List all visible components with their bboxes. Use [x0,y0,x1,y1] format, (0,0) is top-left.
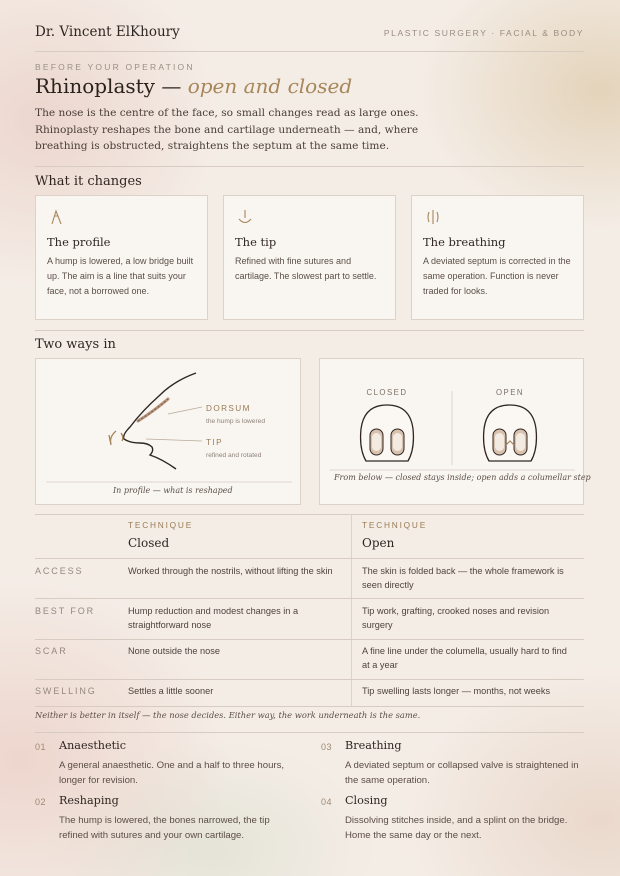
card-body: A deviated septum is corrected in the same operation. Function is never traded for looks. [423,256,571,296]
dorsum-sublabel: the hump is lowered [206,418,266,425]
step-title: Closing [345,794,388,807]
airway-icon [425,208,441,226]
intro-paragraph: The nose is the centre of the face, so small changes read as large ones. Rhinoplasty reshapes the bone and cartilage underneath — and, where breathing is obstructed, straightens the septum at the same time. [35,107,419,152]
row-label-best-for: BEST FOR [35,606,96,616]
step-body: A deviated septum or collapsed valve is straightened in the same operation. [345,760,579,786]
step-body: Dissolving stitches inside, and a splint on the bridge. Home the same day or the next. [345,815,568,841]
card-title: The breathing [423,235,506,249]
step-number: 01 [35,742,47,752]
site-header [35,24,584,52]
profile-caption: In profile — what is reshaped [113,486,233,495]
card-breathing [411,195,584,320]
nose-profile-illustration [36,359,302,506]
step-body: The hump is lowered, the bones narrowed, the tip refined with sutures and your own cartilage. [59,815,270,841]
tip-sublabel: refined and rotated [206,452,262,459]
cell-open: A fine line under the columella, usually hard to find at a year [362,646,567,670]
divider [35,166,584,167]
step-number: 02 [35,797,47,807]
card-body: Refined with fine sutures and cartilage. The slowest part to settle. [235,256,377,281]
step-number: 03 [321,742,333,752]
cell-closed: Hump reduction and modest changes in a straightforward nose [128,606,299,630]
tagline: PLASTIC SURGERY · FACIAL & BODY [383,28,584,38]
cell-open: Tip swelling lasts longer — months, not weeks [362,686,551,696]
title-main: Rhinoplasty — [35,74,188,98]
page-title [35,74,352,98]
dorsum-label: DORSUM [206,404,251,413]
card-tip [223,195,396,320]
row-rule [35,679,584,680]
tip-label: TIP [206,438,223,447]
brand-name: Dr. Vincent ElKhoury [35,24,180,40]
title-accent: open and closed [187,74,353,98]
below-view-panel [319,358,591,505]
row-rule [35,639,584,640]
table-top-rule [35,514,584,515]
row-label-swelling: SWELLING [35,686,97,696]
closed-label: CLOSED [366,388,408,397]
profile-icon [49,208,65,226]
section-title-two-ways-in: Two ways in [35,337,116,352]
section-title-what-it-changes: What it changes [35,174,142,189]
card-title: The tip [235,235,277,249]
divider [35,732,584,733]
profile-diagram-panel [35,358,301,505]
closed-column-title: Closed [128,536,170,550]
row-rule [35,598,584,599]
step-title: Breathing [345,739,402,752]
cell-open: The skin is folded back — the whole framework is seen directly [362,566,564,590]
step-title: Reshaping [59,794,119,807]
open-label: OPEN [495,388,525,397]
open-column-eyebrow: TECHNIQUE [362,520,428,530]
nose-base-illustration [320,359,585,506]
cell-closed: Worked through the nostrils, without lifting the skin [128,566,333,576]
row-rule [35,558,584,559]
step-body: A general anaesthetic. One and a half to three hours, longer for revision. [59,760,285,786]
card-profile [35,195,208,320]
below-caption: From below — closed stays inside; open adds a columellar step [334,473,591,482]
row-label-scar: SCAR [35,646,68,656]
cell-closed: None outside the nose [128,646,220,656]
cell-closed: Settles a little sooner [128,686,214,696]
open-base-view [484,405,537,461]
cell-open: Tip work, grafting, crooked noses and revision surgery [362,606,550,630]
card-title: The profile [47,235,111,249]
open-column-title: Open [362,536,395,550]
comparison-note: Neither is better in itself — the nose decides. Either way, the work underneath is the same. [35,710,421,720]
card-body: A hump is lowered, a low bridge built up. The aim is a line that suits your face, not a borrowed one. [47,256,194,296]
closed-column-eyebrow: TECHNIQUE [128,520,194,530]
closed-base-view [361,405,414,461]
step-title: Anaesthetic [59,739,126,752]
tip-icon [237,208,253,226]
step-number: 04 [321,797,333,807]
row-label-access: ACCESS [35,566,84,576]
divider [35,330,584,331]
table-bottom-rule [35,706,584,707]
hero-eyebrow: BEFORE YOUR OPERATION [35,62,195,72]
